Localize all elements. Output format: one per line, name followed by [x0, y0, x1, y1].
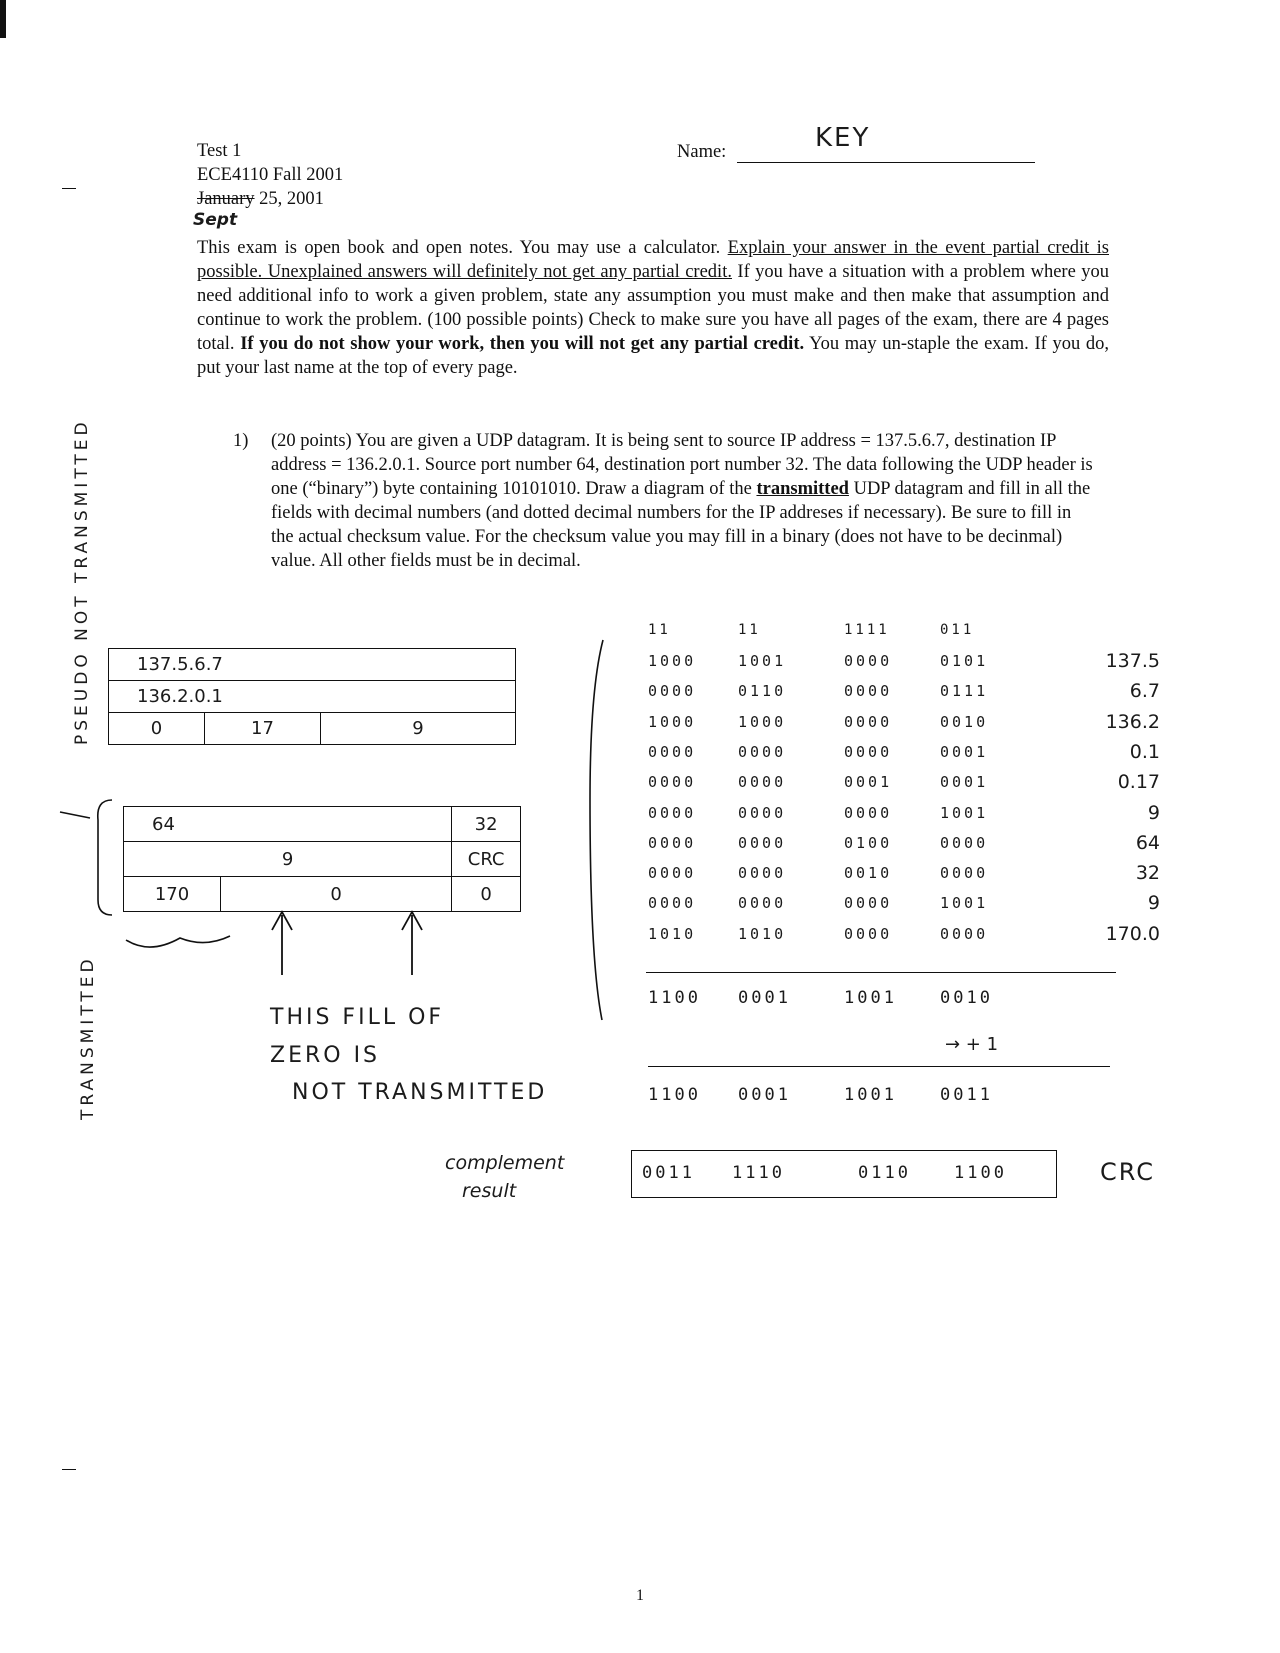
length-cell: 9 [321, 713, 516, 745]
instr-part-5: You may un-staple the exam. If you do, put your last name at the top of every page. [197, 334, 1109, 378]
word-bits: 0000 [844, 743, 893, 761]
name-value: KEY [815, 123, 871, 153]
decimal-value: 9 [1147, 802, 1160, 824]
final-bits: 1100 [648, 1085, 701, 1105]
decimal-value: 64 [1135, 832, 1160, 854]
course-title: ECE4110 Fall 2001 [197, 165, 344, 185]
decimal-value: 9 [1147, 892, 1160, 914]
pad-cell-2: 0 [452, 877, 521, 912]
decimal-value: 32 [1135, 862, 1160, 884]
carry-add: → + 1 [945, 1034, 999, 1055]
complement-bits: 0011 [642, 1163, 695, 1183]
decimal-value: 0.1 [1129, 741, 1160, 763]
pseudo-side-label: PSEUDO NOT TRANSMITTED [72, 418, 92, 745]
word-bits: 1001 [940, 804, 989, 822]
crc-label: CRC [1100, 1158, 1155, 1186]
sum-bits: 1001 [844, 988, 897, 1008]
page-number: 1 [636, 1587, 644, 1604]
dst-port-cell: 32 [452, 807, 521, 842]
data-cell: 170 [124, 877, 221, 912]
word-bits: 0010 [844, 864, 893, 882]
q-text-emph: transmitted [756, 479, 849, 499]
work-bracket [590, 640, 603, 1020]
margin-dash [60, 812, 90, 818]
word-bits: 0000 [738, 743, 787, 761]
date-rest: 25, 2001 [254, 189, 324, 209]
decimal-value: 136.2 [1105, 711, 1160, 733]
decimal-value: 170.0 [1105, 923, 1160, 945]
word-bits: 0000 [844, 682, 893, 700]
final-row [648, 1085, 1168, 1115]
word-bits: 0000 [844, 894, 893, 912]
word-bits: 0000 [738, 864, 787, 882]
carry-bits: 11 [738, 622, 761, 638]
carry-bits: 011 [940, 622, 975, 638]
date-correction: Sept [193, 210, 238, 230]
word-bits: 0001 [940, 743, 989, 761]
q-text-a: (20 points) You are given a UDP datagram. It is being sent to source IP address = 137.5.6.7, destination IP address = 136.2.0.1. Source port number 64, destination port number 32. The data following the UDP header is one (“binary”) byte containing 10101010. Draw a diagram of the [271, 431, 1093, 499]
zero-cell: 0 [109, 713, 205, 745]
decimal-value: 6.7 [1129, 680, 1160, 702]
date-struck: January [197, 189, 255, 209]
word-bits: 1010 [738, 925, 787, 943]
pad-arrow-icon [272, 912, 292, 975]
complement-bits: 1100 [954, 1163, 1007, 1183]
word-bits: 0000 [648, 894, 697, 912]
sum-row [648, 988, 1168, 1018]
complement-bits: 1110 [732, 1163, 785, 1183]
sum-rule [646, 972, 1116, 973]
carry-bits: 11 [648, 622, 671, 638]
complement-bits: 0110 [858, 1163, 911, 1183]
data-underbrace [126, 936, 230, 947]
word-bits: 0000 [738, 773, 787, 791]
result-label: result [462, 1180, 517, 1202]
note-line-3: NOT TRANSMITTED [292, 1080, 548, 1105]
q-text-c: UDP datagram and fill in all the fields with decimal numbers (and dotted decimal numbers for the IP addreses if necessary). Be sure to fill in the actual checksum value. For the checksum value you may fill in a binary (does not have to be decinmal) value. All other fields must be in decimal. [271, 479, 1091, 571]
word-bits: 0000 [940, 834, 989, 852]
word-bits: 1000 [738, 713, 787, 731]
complement-label: complement [445, 1152, 565, 1174]
word-bits: 0000 [738, 804, 787, 822]
final-bits: 0011 [940, 1085, 993, 1105]
word-bits: 0010 [940, 713, 989, 731]
test-title: Test 1 [197, 141, 242, 161]
word-bits: 0001 [844, 773, 893, 791]
word-bits: 1000 [648, 652, 697, 670]
sum-bits: 0001 [738, 988, 791, 1008]
word-bits: 0000 [648, 834, 697, 852]
word-bits: 0000 [648, 804, 697, 822]
word-bits: 0000 [844, 713, 893, 731]
word-bits: 0000 [940, 864, 989, 882]
word-bits: 0000 [940, 925, 989, 943]
src-ip-cell: 137.5.6.7 [109, 649, 516, 681]
word-bits: 0001 [940, 773, 989, 791]
instr-bold: If you do not show your work, then you will not get any partial credit. [240, 334, 805, 354]
name-label: Name: [677, 142, 727, 162]
decimal-value: 0.17 [1117, 771, 1160, 793]
word-bits: 0000 [648, 773, 697, 791]
word-bits: 0000 [844, 652, 893, 670]
sum-bits: 0010 [940, 988, 993, 1008]
note-line-1: THIS FILL OF [270, 1005, 445, 1030]
complement-row [642, 1163, 1162, 1193]
protocol-cell: 17 [205, 713, 321, 745]
final-bits: 1001 [844, 1085, 897, 1105]
dst-ip-cell: 136.2.0.1 [109, 681, 516, 713]
word-bits: 1001 [738, 652, 787, 670]
udp-length-cell: 9 [124, 842, 452, 877]
pad-cell: 0 [221, 877, 452, 912]
instr-part-1: This exam is open book and open notes. You may use a calculator. [197, 238, 728, 258]
word-bits: 0110 [738, 682, 787, 700]
complement-box [631, 1150, 1057, 1198]
word-bits: 0000 [738, 894, 787, 912]
decimal-value: 137.5 [1105, 650, 1160, 672]
carry-row [648, 622, 1168, 652]
word-bits: 0000 [738, 834, 787, 852]
transmitted-side-label: TRANSMITTED [78, 955, 98, 1120]
src-port-cell: 64 [124, 807, 452, 842]
sum-bits: 1100 [648, 988, 701, 1008]
word-bits: 1010 [648, 925, 697, 943]
word-bits: 0000 [648, 682, 697, 700]
word-bits: 0000 [648, 864, 697, 882]
word-bits: 0100 [844, 834, 893, 852]
final-bits: 0001 [738, 1085, 791, 1105]
carry-bits: 1111 [844, 622, 890, 638]
question-number: 1) [233, 431, 249, 451]
word-bits: 0111 [940, 682, 989, 700]
final-rule [648, 1066, 1110, 1067]
word-bits: 0000 [844, 925, 893, 943]
note-line-2: ZERO IS [270, 1043, 381, 1068]
pad-arrow-icon [402, 912, 422, 975]
word-bits: 0000 [844, 804, 893, 822]
checksum-cell: CRC [452, 842, 521, 877]
word-bits: 1000 [648, 713, 697, 731]
word-bits: 1001 [940, 894, 989, 912]
word-bits: 0101 [940, 652, 989, 670]
udp-bracket [98, 800, 112, 915]
word-bits: 0000 [648, 743, 697, 761]
instr-part-3: If you have a situation with a problem where you need additional info to work a given problem, state any assumption you must make and then make that assumption and continue to work the problem. (100 possible points) Check to make sure you have all pages of the exam, there are 4 pages total. [197, 262, 1109, 354]
instr-underlined: Explain your answer in the event partial credit is possible. Unexplained answers will definitely not get any partial credit. [197, 238, 1109, 282]
